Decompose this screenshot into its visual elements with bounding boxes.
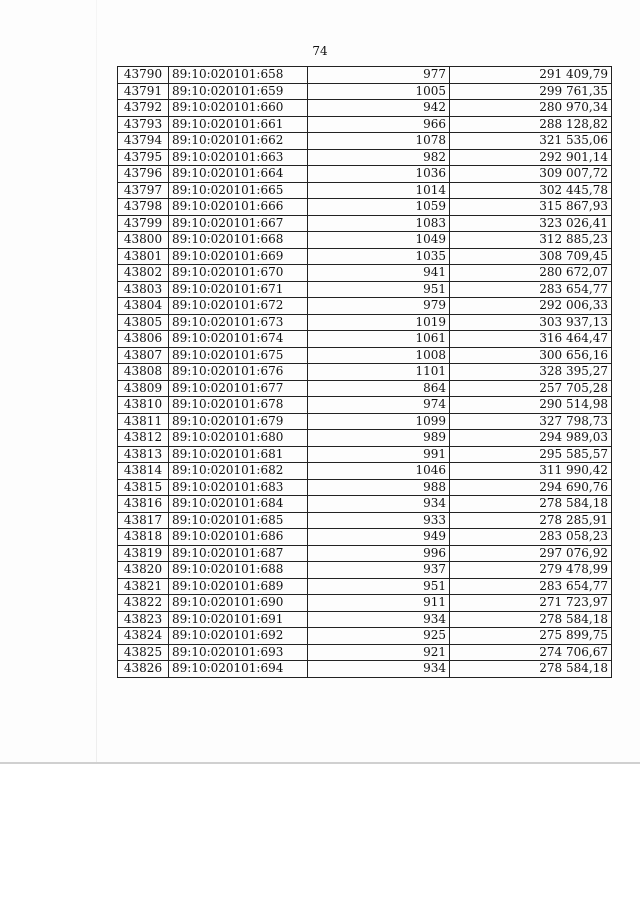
area-cell: 1019 [308,314,450,331]
row-number-cell: 43793 [118,116,169,133]
table-row [118,611,612,628]
cadastral-number-cell: 89:10:020101:681 [169,446,308,463]
table-row [118,380,612,397]
cadastral-number-cell: 89:10:020101:688 [169,562,308,579]
row-number-cell: 43814 [118,463,169,480]
cadastral-value-cell: 280 672,07 [450,265,612,282]
cadastral-value-cell: 291 409,79 [450,67,612,84]
cadastral-value-cell: 278 584,18 [450,611,612,628]
area-cell: 933 [308,512,450,529]
table-row [118,397,612,414]
cadastral-value-cell: 257 705,28 [450,380,612,397]
page-number: 74 [312,44,328,58]
cadastral-value-cell: 271 723,97 [450,595,612,612]
table-row [118,413,612,430]
row-number-cell: 43822 [118,595,169,612]
table-row [118,644,612,661]
cadastral-number-cell: 89:10:020101:689 [169,578,308,595]
cadastral-value-cell: 292 901,14 [450,149,612,166]
cadastral-number-cell: 89:10:020101:666 [169,199,308,216]
area-cell: 1046 [308,463,450,480]
area-cell: 911 [308,595,450,612]
cadastral-value-cell: 283 654,77 [450,578,612,595]
row-number-cell: 43815 [118,479,169,496]
area-cell: 974 [308,397,450,414]
scan-shadow [96,0,97,762]
row-number-cell: 43813 [118,446,169,463]
cadastral-value-cell: 275 899,75 [450,628,612,645]
table-row [118,661,612,678]
cadastral-number-cell: 89:10:020101:668 [169,232,308,249]
table-row [118,281,612,298]
table-row [118,116,612,133]
cadastral-value-cell: 274 706,67 [450,644,612,661]
cadastral-value-cell: 283 654,77 [450,281,612,298]
cadastral-value-cell: 290 514,98 [450,397,612,414]
area-cell: 949 [308,529,450,546]
cadastral-number-cell: 89:10:020101:691 [169,611,308,628]
register-table [117,66,612,678]
cadastral-number-cell: 89:10:020101:679 [169,413,308,430]
row-number-cell: 43812 [118,430,169,447]
cadastral-number-cell: 89:10:020101:692 [169,628,308,645]
table-row [118,430,612,447]
area-cell: 988 [308,479,450,496]
area-cell: 951 [308,281,450,298]
cadastral-number-cell: 89:10:020101:674 [169,331,308,348]
cadastral-number-cell: 89:10:020101:678 [169,397,308,414]
area-cell: 1049 [308,232,450,249]
area-cell: 921 [308,644,450,661]
cadastral-number-cell: 89:10:020101:664 [169,166,308,183]
area-cell: 989 [308,430,450,447]
cadastral-number-cell: 89:10:020101:684 [169,496,308,513]
row-number-cell: 43795 [118,149,169,166]
row-number-cell: 43807 [118,347,169,364]
table-row [118,298,612,315]
table-row [118,331,612,348]
row-number-cell: 43797 [118,182,169,199]
row-number-cell: 43798 [118,199,169,216]
cadastral-value-cell: 294 690,76 [450,479,612,496]
table-row [118,562,612,579]
cadastral-value-cell: 308 709,45 [450,248,612,265]
cadastral-number-cell: 89:10:020101:683 [169,479,308,496]
row-number-cell: 43801 [118,248,169,265]
area-cell: 996 [308,545,450,562]
cadastral-number-cell: 89:10:020101:690 [169,595,308,612]
row-number-cell: 43794 [118,133,169,150]
area-cell: 1005 [308,83,450,100]
cadastral-number-cell: 89:10:020101:685 [169,512,308,529]
table-row [118,446,612,463]
cadastral-value-cell: 295 585,57 [450,446,612,463]
cadastral-value-cell: 288 128,82 [450,116,612,133]
cadastral-value-cell: 316 464,47 [450,331,612,348]
row-number-cell: 43796 [118,166,169,183]
area-cell: 934 [308,611,450,628]
area-cell: 937 [308,562,450,579]
table-row [118,364,612,381]
row-number-cell: 43799 [118,215,169,232]
area-cell: 979 [308,298,450,315]
cadastral-number-cell: 89:10:020101:659 [169,83,308,100]
table-row [118,628,612,645]
area-cell: 934 [308,496,450,513]
row-number-cell: 43826 [118,661,169,678]
cadastral-number-cell: 89:10:020101:672 [169,298,308,315]
area-cell: 966 [308,116,450,133]
row-number-cell: 43792 [118,100,169,117]
cadastral-value-cell: 297 076,92 [450,545,612,562]
table-row [118,479,612,496]
table-row [118,166,612,183]
table-row [118,100,612,117]
cadastral-number-cell: 89:10:020101:673 [169,314,308,331]
area-cell: 951 [308,578,450,595]
cadastral-value-cell: 323 026,41 [450,215,612,232]
table-row [118,578,612,595]
area-cell: 941 [308,265,450,282]
cadastral-number-cell: 89:10:020101:670 [169,265,308,282]
cadastral-value-cell: 280 970,34 [450,100,612,117]
cadastral-number-cell: 89:10:020101:671 [169,281,308,298]
cadastral-value-cell: 303 937,13 [450,314,612,331]
area-cell: 1059 [308,199,450,216]
cadastral-value-cell: 279 478,99 [450,562,612,579]
cadastral-number-cell: 89:10:020101:669 [169,248,308,265]
row-number-cell: 43823 [118,611,169,628]
area-cell: 1083 [308,215,450,232]
row-number-cell: 43824 [118,628,169,645]
row-number-cell: 43790 [118,67,169,84]
area-cell: 925 [308,628,450,645]
cadastral-number-cell: 89:10:020101:686 [169,529,308,546]
row-number-cell: 43808 [118,364,169,381]
cadastral-number-cell: 89:10:020101:677 [169,380,308,397]
row-number-cell: 43817 [118,512,169,529]
cadastral-value-cell: 315 867,93 [450,199,612,216]
area-cell: 1078 [308,133,450,150]
cadastral-value-cell: 327 798,73 [450,413,612,430]
area-cell: 1036 [308,166,450,183]
cadastral-number-cell: 89:10:020101:663 [169,149,308,166]
table-row [118,182,612,199]
cadastral-value-cell: 294 989,03 [450,430,612,447]
area-cell: 1014 [308,182,450,199]
row-number-cell: 43804 [118,298,169,315]
cadastral-number-cell: 89:10:020101:675 [169,347,308,364]
area-cell: 982 [308,149,450,166]
cadastral-number-cell: 89:10:020101:694 [169,661,308,678]
table-row [118,149,612,166]
register-table-body [118,67,612,678]
table-row [118,314,612,331]
row-number-cell: 43805 [118,314,169,331]
cadastral-number-cell: 89:10:020101:682 [169,463,308,480]
table-row [118,232,612,249]
row-number-cell: 43806 [118,331,169,348]
row-number-cell: 43800 [118,232,169,249]
row-number-cell: 43820 [118,562,169,579]
area-cell: 864 [308,380,450,397]
cadastral-number-cell: 89:10:020101:662 [169,133,308,150]
cadastral-number-cell: 89:10:020101:693 [169,644,308,661]
cadastral-number-cell: 89:10:020101:687 [169,545,308,562]
table-row [118,199,612,216]
area-cell: 1035 [308,248,450,265]
row-number-cell: 43818 [118,529,169,546]
cadastral-value-cell: 328 395,27 [450,364,612,381]
cadastral-value-cell: 278 584,18 [450,661,612,678]
table-row [118,215,612,232]
cadastral-value-cell: 292 006,33 [450,298,612,315]
cadastral-number-cell: 89:10:020101:680 [169,430,308,447]
cadastral-value-cell: 309 007,72 [450,166,612,183]
row-number-cell: 43810 [118,397,169,414]
table-row [118,463,612,480]
area-cell: 942 [308,100,450,117]
row-number-cell: 43821 [118,578,169,595]
cadastral-number-cell: 89:10:020101:665 [169,182,308,199]
table-row [118,347,612,364]
area-cell: 977 [308,67,450,84]
cadastral-value-cell: 321 535,06 [450,133,612,150]
row-number-cell: 43803 [118,281,169,298]
row-number-cell: 43811 [118,413,169,430]
row-number-cell: 43809 [118,380,169,397]
area-cell: 1101 [308,364,450,381]
area-cell: 1099 [308,413,450,430]
table-row [118,512,612,529]
cadastral-number-cell: 89:10:020101:660 [169,100,308,117]
area-cell: 934 [308,661,450,678]
cadastral-value-cell: 311 990,42 [450,463,612,480]
row-number-cell: 43819 [118,545,169,562]
area-cell: 991 [308,446,450,463]
cadastral-number-cell: 89:10:020101:661 [169,116,308,133]
area-cell: 1061 [308,331,450,348]
table-row [118,83,612,100]
row-number-cell: 43791 [118,83,169,100]
table-row [118,248,612,265]
table-row [118,265,612,282]
cadastral-value-cell: 278 584,18 [450,496,612,513]
row-number-cell: 43802 [118,265,169,282]
table-row [118,529,612,546]
cadastral-number-cell: 89:10:020101:667 [169,215,308,232]
row-number-cell: 43825 [118,644,169,661]
cadastral-value-cell: 300 656,16 [450,347,612,364]
table-row [118,67,612,84]
cadastral-value-cell: 302 445,78 [450,182,612,199]
table-row [118,545,612,562]
cadastral-value-cell: 299 761,35 [450,83,612,100]
cadastral-value-cell: 283 058,23 [450,529,612,546]
cadastral-value-cell: 312 885,23 [450,232,612,249]
table-row [118,133,612,150]
cadastral-number-cell: 89:10:020101:676 [169,364,308,381]
area-cell: 1008 [308,347,450,364]
cadastral-value-cell: 278 285,91 [450,512,612,529]
cadastral-number-cell: 89:10:020101:658 [169,67,308,84]
table-row [118,595,612,612]
table-row [118,496,612,513]
row-number-cell: 43816 [118,496,169,513]
